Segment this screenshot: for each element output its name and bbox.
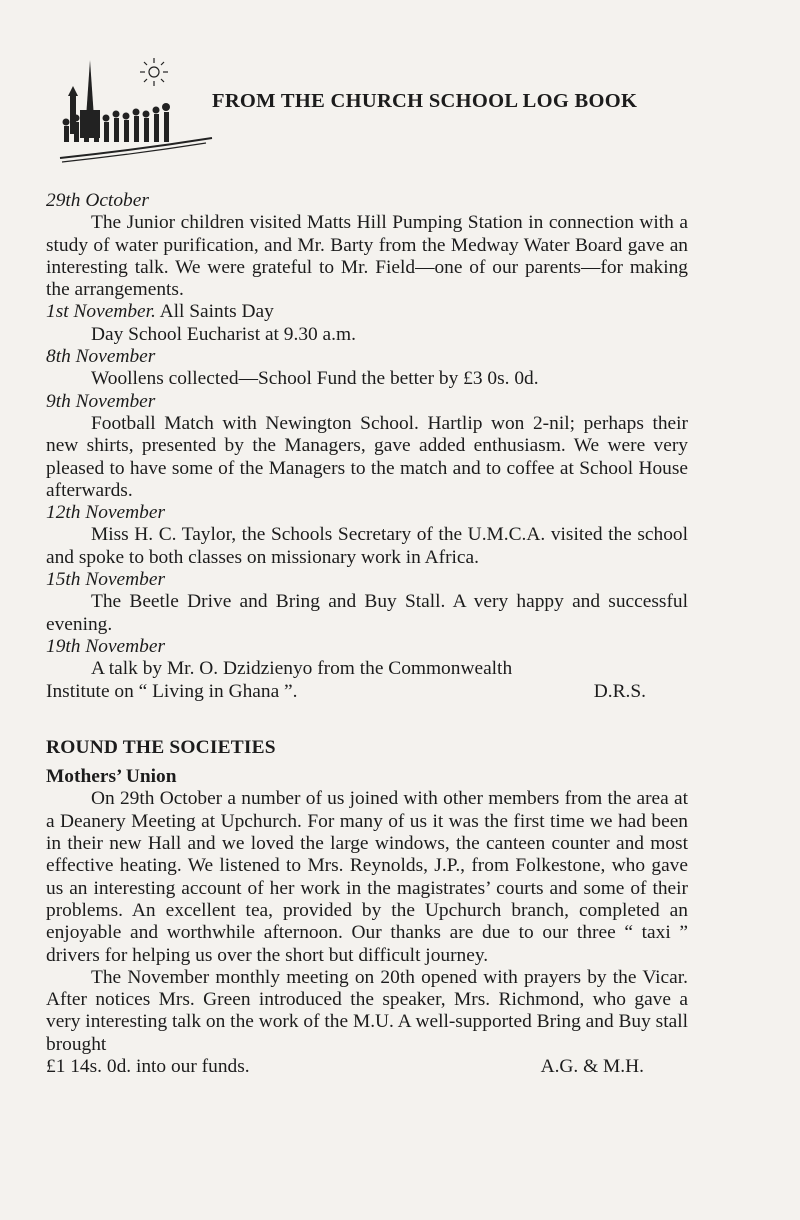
entry-text-end: Institute on “ Living in Ghana ”.	[46, 680, 298, 702]
log-entry	[46, 636, 688, 703]
log-entry	[46, 301, 688, 346]
section-heading: ROUND THE SOCIETIES	[46, 736, 276, 758]
signature: A.G. & M.H.	[540, 1055, 644, 1077]
log-entry	[46, 346, 688, 391]
paragraph-end: £1 14s. 0d. into our funds.	[46, 1055, 250, 1077]
church-children-logo-icon	[56, 50, 216, 168]
entry-text: Woollens collected—School Fund the better by £3 0s. 0d.	[91, 368, 539, 390]
signoff-line	[46, 1056, 688, 1078]
entry-text: The Beetle Drive and Bring and Buy Stall. A very happy and successful evening.	[46, 591, 688, 635]
page-title: FROM THE CHURCH SCHOOL LOG BOOK	[212, 90, 638, 112]
entry-date: 29th October	[46, 190, 149, 211]
log-entry	[46, 502, 688, 569]
entry-text: Day School Eucharist at 9.30 a.m.	[91, 323, 356, 345]
signature: D.R.S.	[593, 680, 646, 702]
entry-date: 15th November	[46, 569, 166, 591]
entry-date: 8th November	[46, 346, 156, 368]
log-entry	[46, 391, 688, 502]
paragraph: On 29th October a number of us joined with other members from the area at a Deanery Meeting at Upchurch. For many of us it was the first time we had been in their new Hall and we loved the large windows, the canteen counter and most effective heating. We listened to Mrs. Reynolds, J.P., from Folkestone, who gave us an interesting account of her work in the magistrates’ courts and some of their problems. An excellent tea, provided by the Upchurch branch, completed an enjoyable and worthwhile afternoon. Our thanks are due to our three “ taxi ” drivers for helping us over the short but difficult journey.	[46, 788, 688, 966]
entry-date: 12th November	[46, 502, 166, 524]
log-entry	[46, 569, 688, 636]
entry-date: 1st November.	[46, 301, 156, 323]
entry-text: The Junior children visited Matts Hill Pumping Station in connection with a study of water purification, and Mr. Barty from the Medway Water Board gave an interesting talk. We were grateful to Mr. Field—one of our parents—for making the arrangements.	[46, 212, 688, 301]
log-entry	[46, 190, 688, 301]
sub-heading: Mothers’ Union	[46, 766, 177, 788]
entry-title: All Saints Day	[155, 301, 274, 323]
entry-date: 9th November	[46, 390, 156, 412]
content	[46, 190, 688, 1078]
masthead	[56, 50, 716, 170]
entry-date: 19th November	[46, 635, 166, 657]
entry-text: A talk by Mr. O. Dzidzienyo from the Commonwealth	[91, 658, 513, 680]
entry-text: Football Match with Newington School. Hartlip won 2-nil; perhaps their new shirts, presented by the Managers, gave added enthusiasm. We were very pleased to have some of the Managers to the match and to coffee at School House afterwards.	[46, 412, 688, 501]
entry-text: Miss H. C. Taylor, the Schools Secretary of the U.M.C.A. visited the school and spoke to both classes on missionary work in Africa.	[46, 524, 688, 568]
signoff-line	[46, 681, 688, 703]
paragraph: The November monthly meeting on 20th opened with prayers by the Vicar. After notices Mrs. Green introduced the speaker, Mrs. Richmond, who gave a very interesting talk on the work of the M.U. A well-supported Bring and Buy stall brought	[46, 966, 688, 1055]
